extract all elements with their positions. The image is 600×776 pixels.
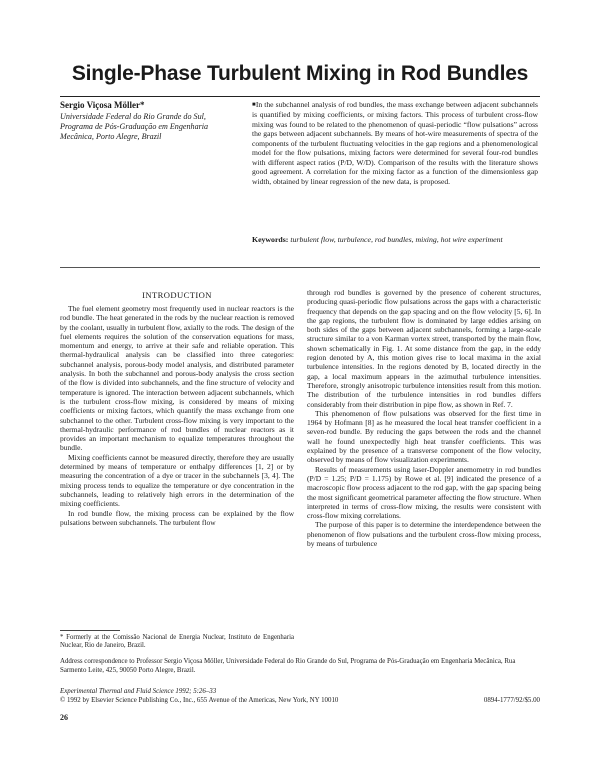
- paragraph: In rod bundle flow, the mixing process can be explained by the flow pulsations between subchannels. The turbulent flow: [60, 508, 294, 527]
- keywords-list: turbulent flow, turbulence, rod bundles, mixing, hot wire experiment: [290, 235, 503, 244]
- footnote: * Formerly at the Comissão Nacional de Energia Nuclear, Instituto de Engenharia Nuclear, Rio de Janeiro, Brazil.: [60, 634, 294, 650]
- paragraph: Results of measurements using laser-Doppler anemometry in rod bundles (P/D = 1.25; P/D = 1.175) by Rowe et al. [9] indicated the presence of a macroscopic flow process adjacent to the rod gap, with the gap spacing being the most significant geometrical parameter affecting the flow structure. When interpreted in terms of cross-flow mixing, the results were consistent with cross-flow mixing correlations.: [307, 464, 541, 521]
- page-number: 26: [60, 713, 68, 722]
- section-rule: [60, 267, 540, 268]
- issn: 0894-1777/92/$5.00: [483, 697, 540, 704]
- abstract: [252, 100, 538, 186]
- paragraph: Mixing coefficients cannot be measured directly, therefore they are usually determined by means of temperature or enthalpy differences [1, 2] or by measuring the concentration of a dye or tracer in the subchannels [3, 4]. The mixing process tends to equalize the temperature or dye concentration in the subchannels, leading to relatively high errors in the determination of the mixing coefficients.: [60, 452, 294, 509]
- title-rule: [60, 96, 540, 97]
- keywords: [252, 235, 538, 245]
- author-affiliation: Universidade Federal do Rio Grande do Sul, Programa de Pós-Graduação em Engenharia Mecânica, Porto Alegre, Brazil: [60, 112, 209, 141]
- copyright-line: © 1992 by Elsevier Science Publishing Co., Inc., 655 Avenue of the Americas, New York, NY 10010: [60, 697, 339, 704]
- left-column: [60, 304, 294, 527]
- section-heading: INTRODUCTION: [142, 290, 212, 300]
- abstract-marker: ■: [252, 102, 256, 108]
- paragraph: The purpose of this paper is to determine the interdependence between the phenomenon of flow pulsations and the turbulent cross-flow mixing process, by means of turbulence: [307, 520, 541, 549]
- footnote-rule: [60, 630, 120, 631]
- correspondence-address: Address correspondence to Professor Sergio Viçosa Möller, Universidade Federal do Rio Grande do Sul, Programa de Pós-Graduação em Engenharia Mecânica, Rua Sarmento Leite, 425, 90050 Porto Alegre, Brazil.: [60, 658, 516, 674]
- paper-title: Single-Phase Turbulent Mixing in Rod Bundles: [71, 62, 529, 85]
- keywords-label: Keywords:: [252, 235, 289, 244]
- paragraph: This phenomenon of flow pulsations was observed for the first time in 1964 by Hofmann [8] as he measured the local heat transfer coefficient in a seven-rod bundle. By reducing the gaps between the rods and the channel wall he found unexpectedly high heat transfer coefficients. This was explained by the presence of a transverse component of the flow velocity, observed by means of flow visualization experiments.: [307, 408, 541, 465]
- journal-name: Experimental Thermal and Fluid Science 1992; 5:26–33: [60, 688, 217, 695]
- journal-citation: [60, 688, 540, 697]
- paragraph: The fuel element geometry most frequently used in nuclear reactors is the rod bundle. The heat generated in the rods by the nuclear reaction is removed by the coolant, usually in turbulent flow, axially to the rods. The design of the fuel elements requires the solution of the conservation equations for mass, momentum and energy, to arrive at their safe and reliable operation. This thermal-hydraulical analysis can be classified into three categories: subchannel analysis, porous-body model analysis, and distributed parameter analysis. In both the subchannel and porous-body analysis the cross section of the flow is divided into subchannels, and the fine structure of velocity and temperature is ignored. The interaction between adjacent subchannels, which is the turbulent cross-flow mixing, is considered by means of mixing coefficients or mixing factors, which quantify the mass exchange from one subchannel to the other. Turbulent cross-flow mixing is very important to the thermal-hydraulic performance of rod bundles of nuclear reactors as it provides an important mechanism to equalize temperatures throughout the bundle.: [60, 304, 294, 453]
- abstract-text: In the subchannel analysis of rod bundles, the mass exchange between adjacent subchannels is quantified by mixing coefficients, or mixing factors. This process of turbulent cross-flow mixing was found to be related to the phenomenon of quasi-periodic “flow pulsations” across the gaps between adjacent subchannels. By means of hot-wire measurements of spectra of the components of the turbulent fluctuating velocities in the gap regions and a phenomenological model for the flow pulsations, mixing factors were determined for several four-rod bundles with different aspect ratios (P/D, W/D). Comparison of the results with the literature shows good agreement. A correlation for the mixing factor as a function of the dimensionless gap width, obtained by linear regression of the new data, is proposed.: [252, 100, 539, 186]
- right-column: [307, 288, 541, 548]
- author-name: Sergio Viçosa Möller*: [60, 100, 145, 110]
- paragraph: through rod bundles is governed by the presence of coherent structures, producing quasi-periodic flow pulsations across the gaps with a characteristic frequency that depends on the gap spacing and on the flow velocity [5, 6]. In the gap regions, the turbulent flow is dominated by large eddies arising on both sides of the gaps between adjacent subchannels, forming a large-scale structure similar to a von Karman vortex street, transported by the main flow, shown schematically in Fig. 1. At some distance from the gap, in the eddy region denoted by A, this motion gives rise to local maxima in the axial turbulence intensities. In the regions denoted by B, located directly in the gap, a local maximum appears in the azimuthal turbulence intensities. Therefore, strongly anisotropic turbulence intensities result from this motion. The distribution of the turbulence intensities in rod bundles differs considerably from their distribution in pipe flow, as shown in Ref. 7.: [307, 288, 541, 409]
